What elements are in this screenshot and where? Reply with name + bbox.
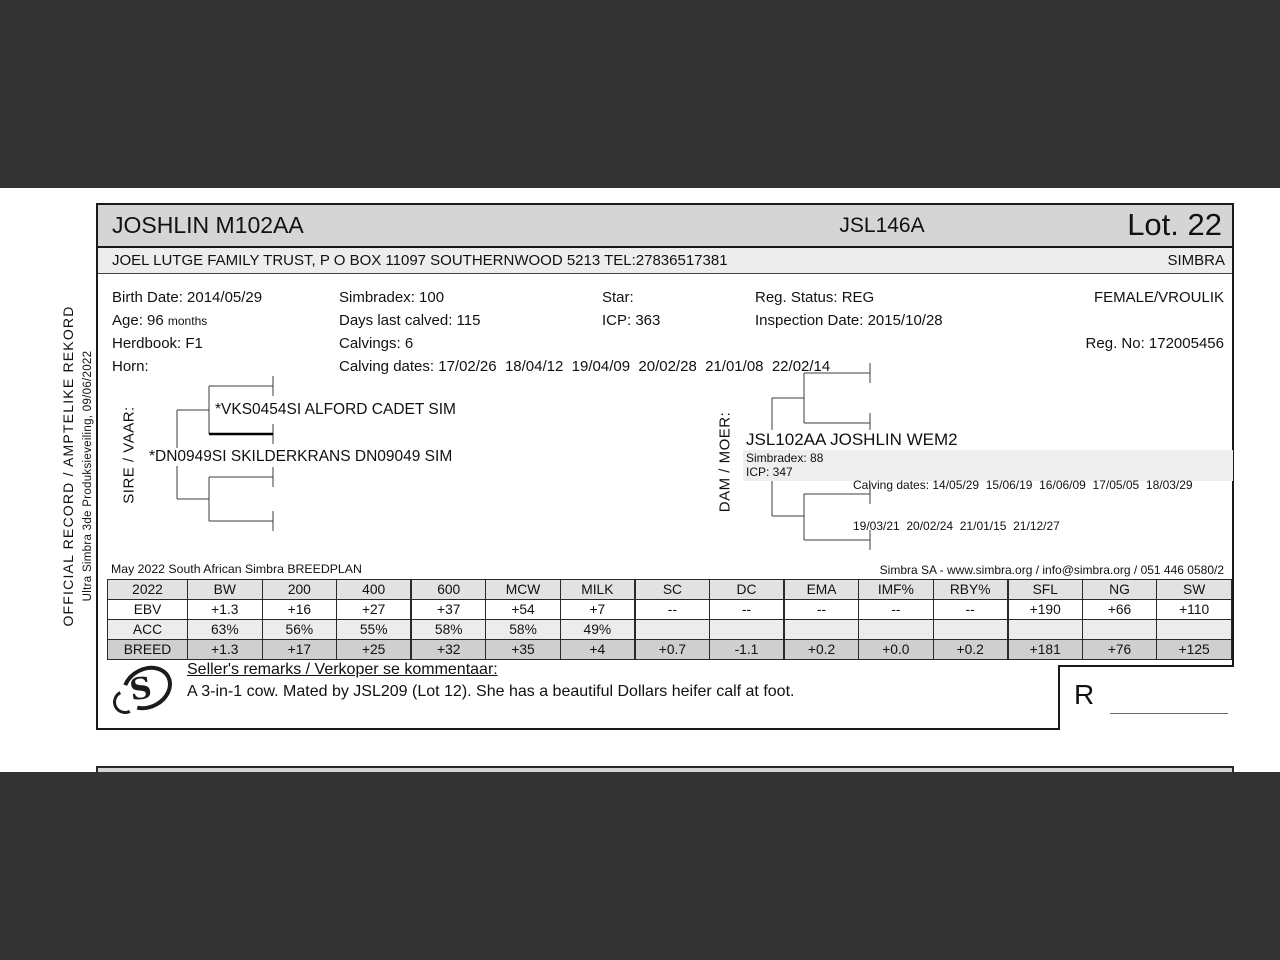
breedplan-header-cell: NG — [1082, 580, 1157, 600]
breedplan-cell: 49% — [560, 620, 635, 640]
breedplan-cell: +0.0 — [859, 640, 934, 660]
breedplan-table — [107, 579, 1232, 660]
reg-no-field: Reg. No: 172005456 — [1085, 335, 1224, 352]
margin-sale-title-text: Ultra Simbra 3de Produksieveiling, 09/06/2022 — [82, 350, 94, 602]
bottom-dark-band — [0, 772, 1280, 960]
breedplan-cell: +16 — [262, 600, 337, 620]
simbra-logo — [113, 666, 177, 718]
breedplan-source: May 2022 South African Simbra BREEDPLAN — [111, 562, 362, 576]
animal-id: JSL146A — [839, 214, 925, 237]
breedplan-cell: -1.1 — [709, 640, 784, 660]
breedplan-cell — [635, 620, 710, 640]
breedplan-cell — [933, 620, 1008, 640]
sex-field: FEMALE/VROULIK — [1093, 289, 1224, 306]
breedplan-header-cell: RBY% — [933, 580, 1008, 600]
dam-info-box — [743, 450, 1233, 533]
title-band — [98, 205, 1232, 248]
breedplan-cell: +32 — [411, 640, 486, 660]
breedplan-cell: 55% — [337, 620, 412, 640]
breedplan-cell: 58% — [486, 620, 561, 640]
dam-label: DAM / MOER: — [716, 411, 734, 513]
breedplan-header-cell: SW — [1157, 580, 1232, 600]
breedplan-cell: +190 — [1008, 600, 1083, 620]
breedplan-header-cell: EMA — [784, 580, 859, 600]
breedplan-cell: +125 — [1157, 640, 1232, 660]
age-field: Age: 96 months — [112, 312, 208, 329]
top-dark-band — [0, 0, 1280, 188]
dam-icp: ICP: 347 — [746, 464, 793, 479]
breedplan-cell — [1157, 620, 1232, 640]
breedplan-cell: +35 — [486, 640, 561, 660]
breedplan-data-row — [108, 640, 1232, 660]
breedplan-cell: +1.3 — [188, 600, 263, 620]
breedplan-header-row — [108, 580, 1232, 600]
breedplan-cell: +0.2 — [933, 640, 1008, 660]
breedplan-header-cell: 600 — [411, 580, 486, 600]
reg-status-field: Reg. Status: REG — [755, 289, 875, 306]
breedplan-cell — [709, 620, 784, 640]
lot-number: Lot. 22 — [1127, 207, 1222, 242]
breedplan-header-cell: 2022 — [108, 580, 188, 600]
animal-name: JOSHLIN M102AA — [112, 212, 304, 238]
breedplan-cell — [859, 620, 934, 640]
breedplan-cell: +54 — [486, 600, 561, 620]
breedplan-header-cell: BW — [188, 580, 263, 600]
sire-sire-name: *VKS0454SI ALFORD CADET SIM — [215, 401, 456, 418]
breedplan-cell: -- — [709, 600, 784, 620]
breedplan-header-cell: SFL — [1008, 580, 1083, 600]
breedplan-header-cell: 400 — [337, 580, 412, 600]
address-band — [98, 248, 1232, 274]
star-field: Star: — [602, 289, 634, 306]
breedplan-cell: 56% — [262, 620, 337, 640]
breedplan-cell: 63% — [188, 620, 263, 640]
breedplan-cell: +0.7 — [635, 640, 710, 660]
logo-letter: S — [127, 670, 155, 709]
breedplan-cell: BREED — [108, 640, 188, 660]
age-unit: months — [167, 314, 208, 328]
horn-field: Horn: — [112, 358, 149, 375]
breedplan-cell — [784, 620, 859, 640]
breedplan-header-cell: MILK — [560, 580, 635, 600]
birth-date-field: Birth Date: 2014/05/29 — [112, 289, 263, 306]
dam-calving-dates-line2: 19/03/21 20/02/24 21/01/15 21/12/27 — [853, 518, 1060, 533]
days-last-calved-field: Days last calved: 115 — [339, 312, 481, 329]
dam-simbradex: Simbradex: 88 — [746, 451, 824, 465]
breedplan-cell: +1.3 — [188, 640, 263, 660]
breedplan-header-cell: DC — [709, 580, 784, 600]
breed-name: SIMBRA — [1167, 252, 1225, 269]
sire-name: *DN0949SI SKILDERKRANS DN09049 SIM — [149, 448, 453, 465]
breedplan-cell: EBV — [108, 600, 188, 620]
breedplan-cell: +110 — [1157, 600, 1232, 620]
calving-dates-field: Calving dates: 17/02/26 18/04/12 19/04/09 20/02/28 21/01/08 22/02/14 — [339, 358, 831, 375]
herdbook-field: Herdbook: F1 — [112, 335, 203, 352]
simbradex-field: Simbradex: 100 — [339, 289, 445, 306]
lot-card — [96, 203, 1234, 730]
dam-calving-dates-line1: Calving dates: 14/05/29 15/06/19 16/06/09 17/05/05 18/03/29 — [853, 478, 1193, 492]
sire-label: SIRE / VAAR: — [120, 406, 138, 504]
breedplan-cell — [1008, 620, 1083, 640]
breedplan-cell: 58% — [411, 620, 486, 640]
breedplan-data-row — [108, 620, 1232, 640]
price-blank-line — [1110, 713, 1228, 714]
seller-address: JOEL LUTGE FAMILY TRUST, P O BOX 11097 SOUTHERNWOOD 5213 TEL:27836517381 — [112, 252, 728, 269]
breedplan-cell: +7 — [560, 600, 635, 620]
breedplan-cell: +4 — [560, 640, 635, 660]
seller-remarks-text: A 3-in-1 cow. Mated by JSL209 (Lot 12). She has a beautiful Dollars heifer calf at foot. — [187, 683, 795, 700]
inspection-date-field: Inspection Date: 2015/10/28 — [755, 312, 943, 329]
breedplan-cell: ACC — [108, 620, 188, 640]
margin-official-record-text: OFFICIAL RECORD / AMPTELIKE REKORD — [60, 305, 76, 627]
dam-name: JSL102AA JOSHLIN WEM2 — [746, 430, 958, 449]
breedplan-cell: +17 — [262, 640, 337, 660]
breedplan-cell: -- — [933, 600, 1008, 620]
breedplan-cell: -- — [784, 600, 859, 620]
breedplan-cell: -- — [859, 600, 934, 620]
breedplan-contact: Simbra SA - www.simbra.org / info@simbra.org / 051 446 0580/2 — [879, 563, 1224, 577]
breedplan-cell: +76 — [1082, 640, 1157, 660]
seller-remarks-heading: Seller's remarks / Verkoper se kommentaar: — [187, 661, 498, 678]
breedplan-cell: +0.2 — [784, 640, 859, 660]
calvings-field: Calvings: 6 — [339, 335, 414, 352]
breedplan-header-cell: SC — [635, 580, 710, 600]
breedplan-cell: -- — [635, 600, 710, 620]
price-box — [1058, 665, 1234, 730]
breedplan-header-cell: 200 — [262, 580, 337, 600]
breedplan-cell: +181 — [1008, 640, 1083, 660]
breedplan-cell — [1082, 620, 1157, 640]
breedplan-data-row — [108, 600, 1232, 620]
icp-field: ICP: 363 — [602, 312, 661, 329]
breedplan-cell: +27 — [337, 600, 412, 620]
breedplan-header-cell: MCW — [486, 580, 561, 600]
breedplan-cell: +25 — [337, 640, 412, 660]
breedplan-header-cell: IMF% — [859, 580, 934, 600]
breedplan-cell: +66 — [1082, 600, 1157, 620]
currency-symbol: R — [1074, 679, 1095, 710]
breedplan-cell: +37 — [411, 600, 486, 620]
